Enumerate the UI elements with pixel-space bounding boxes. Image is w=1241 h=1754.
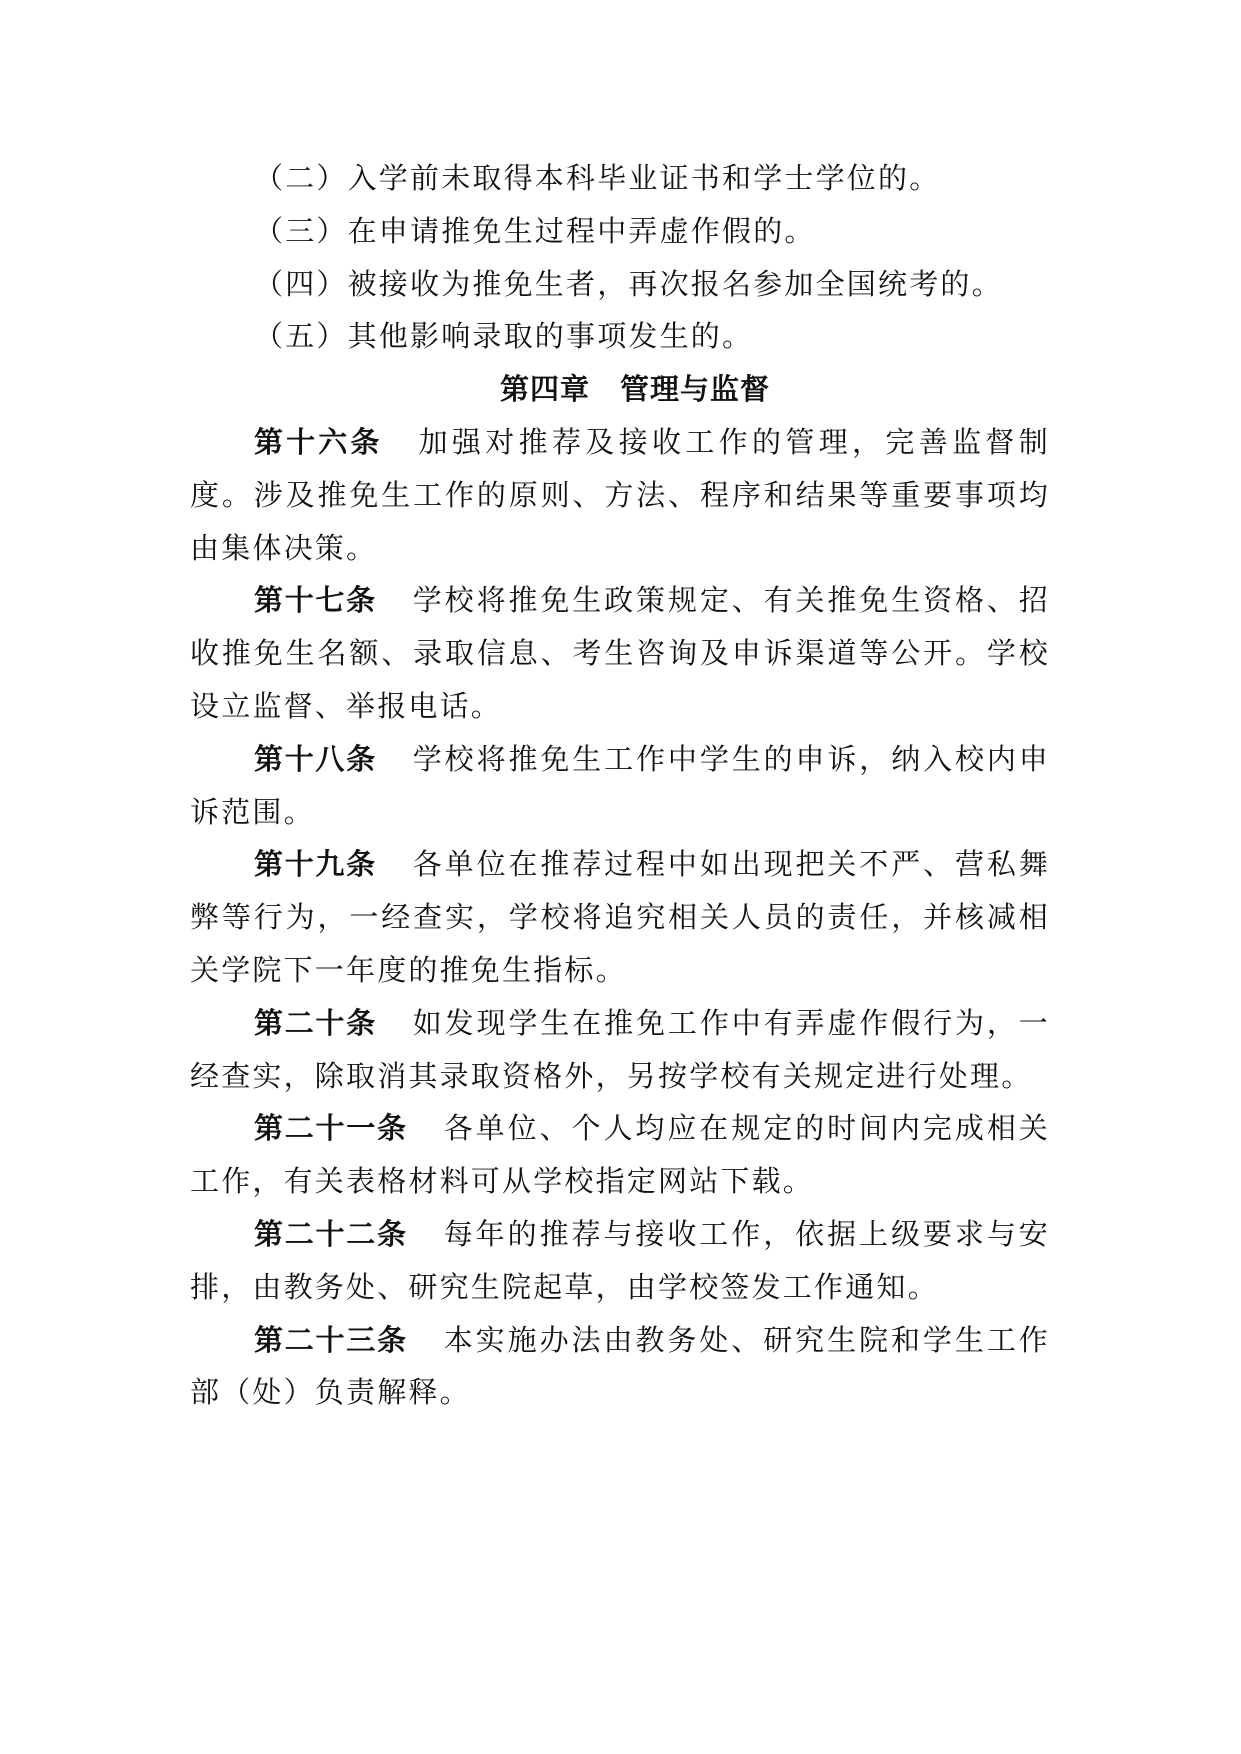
article-number: 第十六条: [254, 424, 383, 459]
chapter-number: 第四章: [499, 372, 590, 407]
article-number: 第二十条: [254, 1005, 377, 1040]
article-text: 学校将推免生工作中学生的申诉，纳入校内申诉范围。: [190, 741, 1050, 829]
article-number: 第十九条: [254, 847, 377, 882]
list-item: （四）被接收为推免生者，再次报名参加全国统考的。: [254, 266, 1003, 301]
article-text: 各单位在推荐过程中如出现把关不严、营私舞弊等行为，一经查实，学校将追究相关人员的责任，并核减相关学院下一年度的推免生指标。: [190, 847, 1050, 987]
article-paragraph: [190, 1102, 1050, 1208]
article-paragraph: [190, 416, 1050, 574]
article-text: 每年的推荐与接收工作，依据上级要求与安排，由教务处、研究生院起草，由学校签发工作通知。: [190, 1216, 1050, 1304]
document-body: [190, 152, 1050, 1419]
list-item: （三）在申请推免生过程中弄虚作假的。: [254, 213, 816, 248]
article-number: 第二十三条: [254, 1322, 408, 1357]
article-paragraph: [190, 733, 1050, 839]
article-text: 各单位、个人均应在规定的时间内完成相关工作，有关表格材料可从学校指定网站下载。: [190, 1111, 1050, 1199]
list-item: （二）入学前未取得本科毕业证书和学士学位的。: [254, 161, 941, 195]
article-number: 第二十二条: [254, 1216, 408, 1251]
article-number: 第二十一条: [254, 1111, 408, 1146]
article-paragraph: [190, 997, 1050, 1103]
article-text: 本实施办法由教务处、研究生院和学生工作部（处）负责解释。: [190, 1322, 1050, 1410]
article-paragraph: [190, 1208, 1050, 1314]
article-number: 第十七条: [254, 583, 377, 618]
article-paragraph: [190, 838, 1050, 996]
article-paragraph: [190, 1314, 1050, 1420]
article-paragraph: [190, 574, 1050, 732]
article-text: 如发现学生在推免工作中有弄虚作假行为，一经查实，除取消其录取资格外，另按学校有关规定进行处理。: [190, 1005, 1050, 1093]
chapter-heading: [190, 363, 1050, 416]
list-item: （五）其他影响录取的事项发生的。: [254, 319, 754, 354]
article-text: 学校将推免生政策规定、有关推免生资格、招收推免生名额、录取信息、考生咨询及申诉渠道等公开。学校设立监督、举报电话。: [190, 583, 1050, 723]
article-number: 第十八条: [254, 741, 377, 776]
article-text: 加强对推荐及接收工作的管理，完善监督制度。涉及推免生工作的原则、方法、程序和结果等重要事项均由集体决策。: [190, 424, 1050, 565]
chapter-title: 管理与监督: [620, 372, 771, 407]
